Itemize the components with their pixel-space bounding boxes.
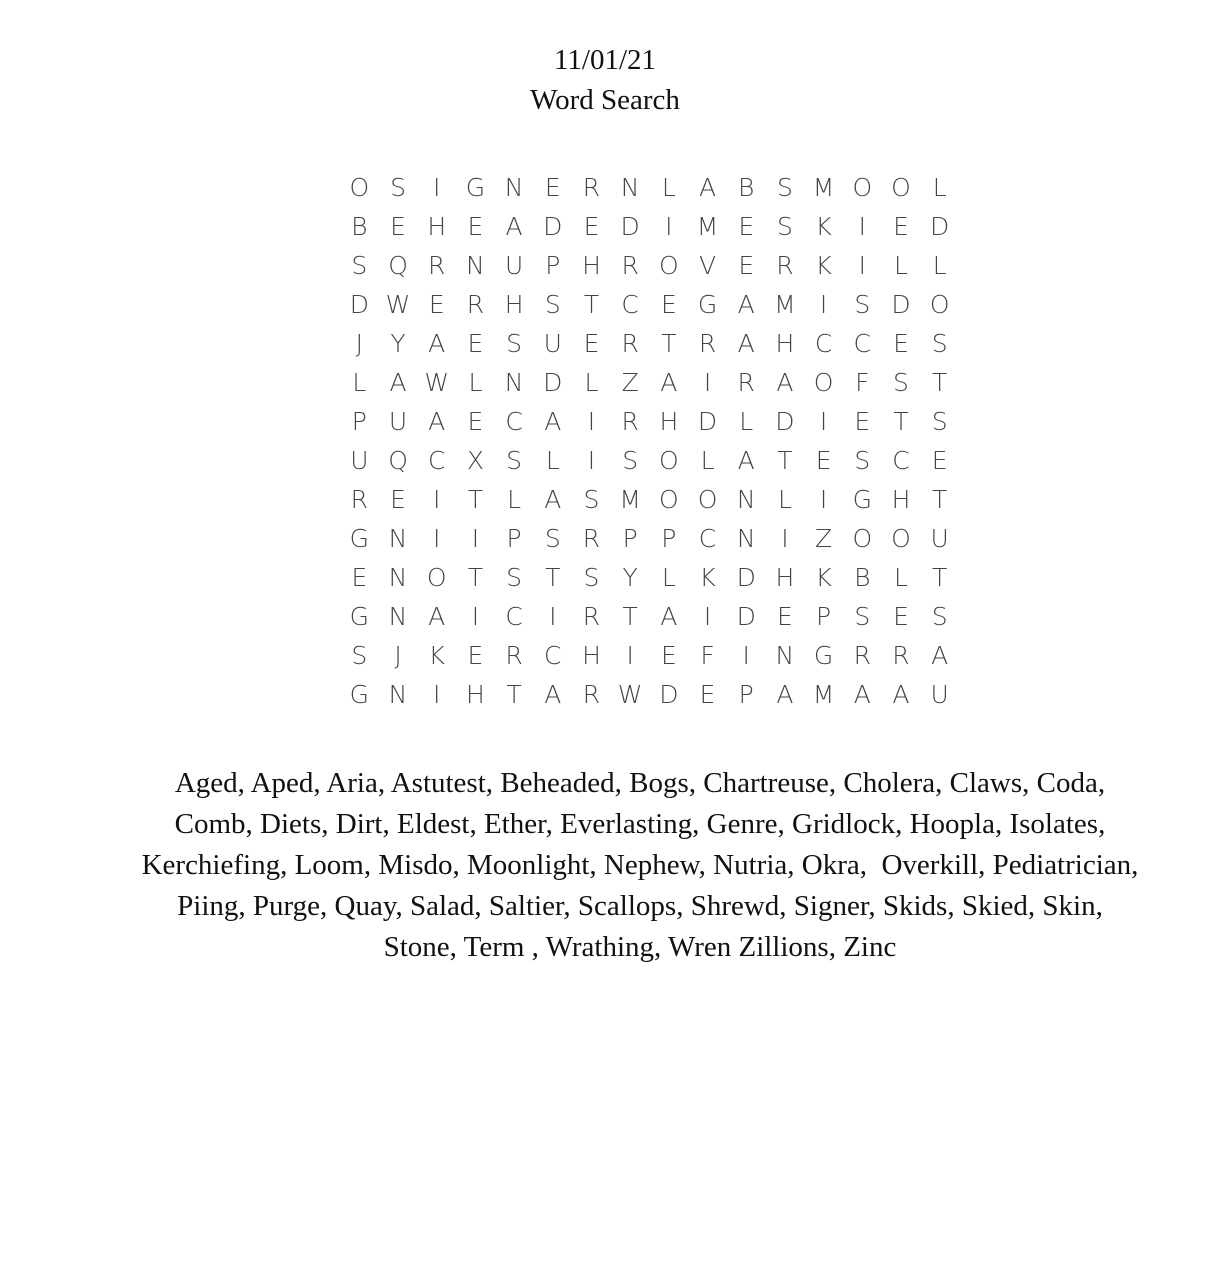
grid-letter: B <box>351 212 368 241</box>
grid-letter: S <box>893 368 909 397</box>
grid-letter: Y <box>390 329 406 358</box>
grid-letter: C <box>621 290 639 319</box>
grid-letter: I <box>665 212 673 241</box>
grid-letter: B <box>738 173 755 202</box>
grid-letter: R <box>350 485 369 514</box>
grid-letter: T <box>893 407 909 436</box>
grid-letter: A <box>428 407 446 436</box>
grid-letter: W <box>617 680 643 709</box>
grid-letter: N <box>388 602 408 631</box>
grid-letter: I <box>471 524 480 553</box>
grid-letter: J <box>355 329 364 358</box>
grid-row <box>340 558 948 597</box>
grid-letter: C <box>427 446 446 475</box>
grid-letter: Y <box>622 563 638 592</box>
word-bank-line: Piing, Purge, Quay, Salad, Saltier, Scallops, Shrewd, Signer, Skids, Skied, Skin, <box>177 890 1103 922</box>
grid-letter: G <box>465 173 486 202</box>
grid-letter: O <box>813 368 834 397</box>
grid-row <box>340 480 948 519</box>
grid-letter: E <box>893 329 909 358</box>
grid-letter: I <box>587 407 596 436</box>
grid-letter: R <box>505 641 523 670</box>
grid-letter: F <box>855 368 870 397</box>
grid-letter: S <box>583 485 600 514</box>
grid-letter: N <box>466 251 485 280</box>
grid-letter: I <box>433 173 441 202</box>
grid-letter: P <box>545 251 561 280</box>
grid-letter: A <box>544 407 562 436</box>
grid-letter: E <box>738 251 755 280</box>
grid-letter: D <box>736 602 756 631</box>
grid-letter: I <box>742 641 750 670</box>
grid-letter: A <box>544 680 562 709</box>
grid-letter: X <box>466 446 484 475</box>
grid-letter: U <box>350 446 369 475</box>
grid-letter: D <box>736 563 756 592</box>
grid-row <box>340 519 949 558</box>
grid-letter: O <box>852 173 873 202</box>
grid-letter: A <box>776 680 794 709</box>
grid-letter: L <box>468 368 483 397</box>
grid-letter: I <box>471 602 480 631</box>
grid-letter: C <box>814 329 833 358</box>
grid-letter: R <box>892 641 910 670</box>
grid-letter: A <box>737 290 755 319</box>
grid-letter: J <box>394 641 402 670</box>
grid-letter: A <box>389 368 407 397</box>
grid-letter: C <box>853 329 872 358</box>
grid-letter: U <box>543 329 562 358</box>
grid-row <box>340 402 948 441</box>
grid-letter: I <box>433 680 441 709</box>
grid-letter: I <box>858 251 866 280</box>
grid-letter: U <box>930 524 949 553</box>
grid-letter: W <box>424 368 450 397</box>
grid-letter: D <box>775 407 795 436</box>
grid-letter: S <box>931 329 948 358</box>
grid-letter: M <box>696 212 719 241</box>
grid-letter: S <box>854 602 871 631</box>
grid-letter: S <box>351 641 368 670</box>
grid-letter: P <box>351 407 367 436</box>
grid-letter: I <box>703 368 712 397</box>
grid-letter: D <box>659 680 679 709</box>
grid-letter: L <box>700 446 715 475</box>
grid-letter: R <box>621 329 639 358</box>
grid-letter: A <box>737 446 755 475</box>
grid-letter: K <box>815 251 832 280</box>
grid-letter: R <box>698 329 717 358</box>
grid-letter: S <box>544 524 561 553</box>
grid-letter: I <box>703 602 712 631</box>
grid-letter: O <box>659 485 679 514</box>
page-header <box>0 40 1210 120</box>
grid-row <box>340 597 948 636</box>
grid-letter: E <box>660 290 677 319</box>
grid-letter: E <box>583 329 600 358</box>
grid-letter: E <box>390 485 406 514</box>
word-bank-line: Aged, Aped, Aria, Astutest, Beheaded, Bogs, Chartreuse, Cholera, Claws, Coda, <box>174 767 1106 799</box>
grid-letter: C <box>505 602 523 631</box>
puzzle-date: 11/01/21 <box>553 44 657 76</box>
grid-letter: C <box>505 407 523 436</box>
grid-letter: R <box>621 407 639 436</box>
grid-row <box>340 675 949 714</box>
grid-letter: G <box>813 641 834 670</box>
grid-letter: E <box>467 641 484 670</box>
grid-letter: L <box>894 251 908 280</box>
grid-letter: Z <box>815 524 833 553</box>
grid-letter: K <box>428 641 445 670</box>
grid-letter: O <box>929 290 950 319</box>
grid-letter: E <box>931 446 948 475</box>
grid-letter: C <box>698 524 717 553</box>
grid-row <box>340 636 949 675</box>
grid-letter: K <box>815 212 832 241</box>
grid-letter: I <box>433 485 441 514</box>
word-bank-line: Kerchiefing, Loom, Misdo, Moonlight, Nephew, Nutria, Okra, Overkill, Pediatrician, <box>141 849 1139 881</box>
grid-letter: H <box>775 329 795 358</box>
grid-letter: H <box>659 407 679 436</box>
grid-letter: R <box>737 368 755 397</box>
grid-letter: C <box>892 446 910 475</box>
grid-letter: H <box>775 563 795 592</box>
grid-letter: O <box>891 524 911 553</box>
grid-letter: T <box>661 329 677 358</box>
grid-row <box>340 363 948 402</box>
grid-letter: S <box>622 446 639 475</box>
grid-letter: Q <box>388 251 408 280</box>
grid-letter: S <box>583 563 600 592</box>
grid-letter: L <box>352 368 367 397</box>
grid-letter: O <box>426 563 447 592</box>
grid-letter: G <box>349 524 370 553</box>
grid-letter: N <box>736 485 756 514</box>
grid-letter: A <box>428 602 446 631</box>
grid-row <box>340 207 950 246</box>
grid-letter: G <box>852 485 872 514</box>
grid-letter: W <box>385 290 411 319</box>
grid-letter: O <box>659 251 679 280</box>
grid-letter: L <box>932 251 947 280</box>
grid-letter: L <box>507 485 522 514</box>
grid-letter: R <box>582 680 601 709</box>
grid-letter: L <box>777 485 792 514</box>
grid-letter: T <box>932 563 948 592</box>
grid-letter: H <box>504 290 524 319</box>
grid-letter: R <box>582 602 601 631</box>
grid-letter: A <box>660 368 678 397</box>
grid-letter: E <box>777 602 793 631</box>
word-bank-line: Stone, Term , Wrathing, Wren Zillions, Zinc <box>383 931 897 963</box>
grid-letter: E <box>854 407 871 436</box>
grid-letter: S <box>351 251 368 280</box>
grid-letter: S <box>506 329 523 358</box>
grid-letter: E <box>467 212 484 241</box>
grid-row <box>340 246 947 285</box>
grid-letter: M <box>812 173 835 202</box>
grid-letter: S <box>931 602 948 631</box>
grid-letter: D <box>697 407 718 436</box>
grid-letter: N <box>388 524 408 553</box>
grid-letter: L <box>739 407 754 436</box>
grid-letter: G <box>349 602 370 631</box>
grid-letter: B <box>854 563 871 592</box>
grid-letter: L <box>545 446 560 475</box>
grid-letter: S <box>931 407 948 436</box>
grid-letter: D <box>349 290 369 319</box>
grid-letter: N <box>504 368 524 397</box>
grid-letter: T <box>932 368 948 397</box>
grid-letter: E <box>428 290 445 319</box>
word-search-grid <box>340 168 950 714</box>
grid-letter: H <box>427 212 447 241</box>
grid-letter: E <box>351 563 368 592</box>
grid-letter: C <box>544 641 562 670</box>
grid-letter: Z <box>621 368 639 397</box>
grid-letter: L <box>661 563 676 592</box>
grid-letter: A <box>776 368 794 397</box>
grid-letter: E <box>390 212 406 241</box>
grid-letter: I <box>858 212 866 241</box>
grid-letter: P <box>622 524 638 553</box>
grid-letter: T <box>467 563 484 592</box>
grid-letter: I <box>819 485 828 514</box>
grid-letter: P <box>506 524 522 553</box>
grid-letter: A <box>428 329 446 358</box>
grid-letter: T <box>467 485 484 514</box>
grid-letter: R <box>428 251 446 280</box>
grid-letter: A <box>931 641 949 670</box>
grid-letter: S <box>506 563 523 592</box>
grid-row <box>340 285 950 324</box>
grid-letter: I <box>819 290 828 319</box>
grid-letter: P <box>738 680 754 709</box>
grid-letter: D <box>620 212 640 241</box>
grid-letter: A <box>505 212 523 241</box>
grid-letter: P <box>661 524 677 553</box>
grid-letter: Q <box>388 446 408 475</box>
grid-letter: M <box>812 680 835 709</box>
grid-letter: D <box>930 212 950 241</box>
grid-row <box>340 324 948 363</box>
grid-letter: T <box>583 290 600 319</box>
grid-letter: S <box>544 290 561 319</box>
grid-letter: T <box>506 680 522 709</box>
grid-letter: N <box>775 641 795 670</box>
grid-letter: T <box>777 446 793 475</box>
grid-letter: R <box>621 251 639 280</box>
grid-letter: I <box>433 524 441 553</box>
grid-letter: I <box>549 602 557 631</box>
grid-letter: A <box>544 485 562 514</box>
grid-letter: P <box>816 602 832 631</box>
grid-letter: E <box>467 407 484 436</box>
grid-letter: M <box>619 485 641 514</box>
grid-letter: O <box>659 446 679 475</box>
grid-letter: H <box>582 641 601 670</box>
grid-letter: O <box>891 173 911 202</box>
grid-letter: O <box>349 173 370 202</box>
grid-letter: E <box>738 212 755 241</box>
grid-letter: L <box>894 563 908 592</box>
grid-letter: T <box>622 602 638 631</box>
word-bank <box>60 763 1210 968</box>
grid-letter: S <box>506 446 523 475</box>
grid-letter: H <box>891 485 911 514</box>
grid-letter: T <box>932 485 948 514</box>
grid-letter: A <box>737 329 755 358</box>
grid-letter: I <box>819 407 828 436</box>
grid-letter: U <box>504 251 524 280</box>
grid-letter: A <box>660 602 678 631</box>
grid-letter: H <box>466 680 485 709</box>
grid-letter: O <box>697 485 718 514</box>
grid-letter: I <box>781 524 789 553</box>
grid-letter: G <box>349 680 370 709</box>
grid-letter: L <box>932 173 947 202</box>
grid-letter: O <box>852 524 873 553</box>
grid-letter: D <box>543 368 563 397</box>
grid-letter: S <box>776 212 793 241</box>
grid-letter: R <box>776 251 794 280</box>
grid-letter: U <box>388 407 408 436</box>
grid-letter: S <box>854 446 871 475</box>
grid-letter: K <box>699 563 716 592</box>
grid-letter: A <box>698 173 717 202</box>
grid-letter: E <box>699 680 716 709</box>
grid-letter: N <box>388 563 408 592</box>
grid-letter: G <box>697 290 718 319</box>
grid-letter: H <box>582 251 601 280</box>
grid-letter: N <box>620 173 640 202</box>
grid-letter: D <box>543 212 563 241</box>
grid-letter: R <box>853 641 871 670</box>
grid-letter: T <box>545 563 561 592</box>
grid-letter: E <box>815 446 832 475</box>
grid-letter: D <box>891 290 911 319</box>
grid-letter: F <box>700 641 715 670</box>
grid-letter: N <box>736 524 756 553</box>
grid-letter: S <box>776 173 793 202</box>
grid-letter: E <box>467 329 484 358</box>
grid-letter: E <box>893 602 909 631</box>
grid-letter: L <box>584 368 599 397</box>
grid-letter: M <box>774 290 796 319</box>
page-title: Word Search <box>530 84 680 116</box>
grid-row <box>340 168 947 207</box>
grid-letter: V <box>698 251 717 280</box>
grid-letter: R <box>582 173 601 202</box>
grid-letter: E <box>660 641 677 670</box>
grid-row <box>340 441 948 480</box>
grid-letter: R <box>582 524 601 553</box>
grid-letter: E <box>544 173 561 202</box>
grid-letter: S <box>390 173 406 202</box>
grid-letter: I <box>587 446 596 475</box>
grid-letter: R <box>466 290 485 319</box>
grid-letter: E <box>893 212 909 241</box>
grid-letter: N <box>504 173 524 202</box>
word-bank-line: Comb, Diets, Dirt, Eldest, Ether, Everlasting, Genre, Gridlock, Hoopla, Isolates, <box>174 808 1106 840</box>
grid-letter: U <box>930 680 949 709</box>
grid-letter: E <box>583 212 600 241</box>
grid-letter: A <box>853 680 871 709</box>
grid-letter: K <box>815 563 832 592</box>
grid-letter: I <box>626 641 634 670</box>
grid-letter: A <box>892 680 910 709</box>
grid-letter: L <box>661 173 676 202</box>
grid-letter: S <box>854 290 871 319</box>
grid-letter: N <box>388 680 408 709</box>
